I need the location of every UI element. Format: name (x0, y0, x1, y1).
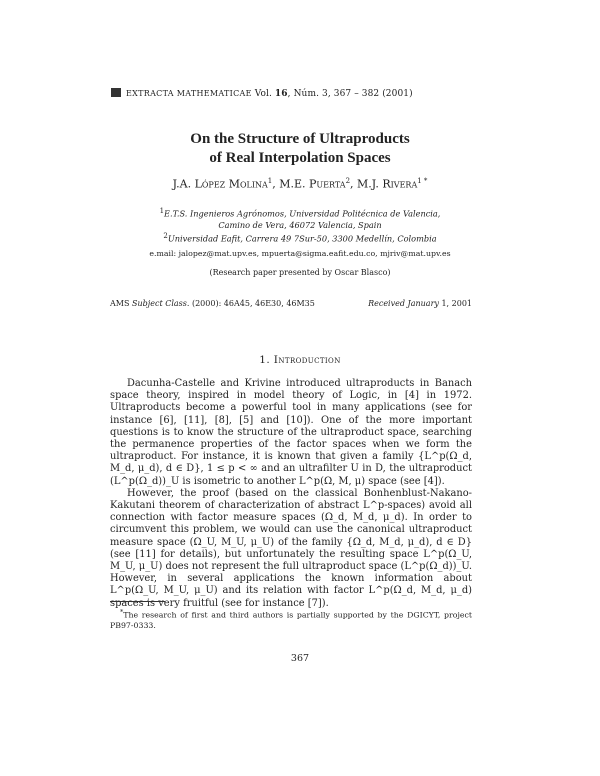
title-line-2: of Real Interpolation Spaces (209, 150, 391, 166)
paper-title (0, 130, 600, 168)
ams-codes: (2000): 46A45, 46E30, 46M35 (189, 299, 315, 308)
author-3: M.J. Rivera (357, 177, 418, 191)
ams-subj-label: Subject Class. (132, 299, 190, 308)
footnote-mark: * (120, 608, 124, 616)
journal-name: EXTRACTA MATHEMATICAE (126, 89, 252, 98)
journal-vol-label: Vol. (251, 89, 275, 99)
author-1-sup: 1 (267, 177, 273, 185)
paragraph-1: Dacunha-Castelle and Krivine introduced ultraproducts in Banach space theory, inspired in model theory of Logic, in [4] in 1972. Ultraproducts become a powerful tool in many applications (see for instance [6], [11], [8], [5] and [10]). One of the more important questions is to know the structure of the ultraproduct space, searching the permanence properties of the factor spaces when we form the ultraproduct. For instance, it is known that given a family {L^p(Ω_d, M_d, μ_d), d ∈ D}, 1 ≤ p < ∞ and an ultrafilter U in D, the ultraproduct (L^p(Ω_d))_U is isometric to another L^p(Ω, M, μ) space (see [4]). (110, 378, 472, 487)
received-label: Received January (368, 299, 439, 308)
author-2: M.E. Puerta (279, 177, 346, 191)
footnote (110, 607, 472, 632)
affiliation-1 (0, 206, 600, 231)
affiliation-1-line-1: E.T.S. Ingenieros Agrónomos, Universidad Politécnica de Valencia, (164, 208, 441, 219)
page-number: 367 (290, 653, 310, 664)
authors: J.A. López Molina$^1$, M.E. Puerta$^2$, M.J. Rivera$^{1 *}$ (172, 177, 428, 191)
section-heading: 1. Introduction (259, 354, 341, 366)
paragraph-2: However, the proof (based on the classical Bonhenblust-Nakano-Kakutani theorem of characterization of abstract L^p-spaces) avoid all connection with factor measure spaces (Ω_d, M_d, μ_d). In order to circumvent this problem, we would can use the canonical ultraproduct measure space (Ω_U, M_U, μ_U) of the family {Ω_d, M_d, μ_d), d ∈ D} (see [11] for details), but unfortunately the resulting space L^p(Ω_U, M_U, μ_U) does not represent the full ultraproduct space (L^p(Ω_d))_U. However, in several applications the known information about L^p(Ω_U, M_U, μ_U) and its relation with factor L^p(Ω_d, M_d, μ_d) spaces is very fruitful (see for instance [7]). (110, 487, 472, 609)
received-date (368, 299, 472, 308)
journal-volume: 16 (274, 89, 288, 99)
affiliation-2 (0, 231, 600, 245)
author-2-sup: 2 (345, 177, 351, 185)
affiliation-1-num: 1 (159, 207, 165, 215)
received-value: 1, 2001 (438, 299, 472, 308)
ams-subject-class (110, 299, 315, 308)
journal-logo-icon (111, 88, 121, 97)
journal-header (111, 88, 413, 99)
author-1: J.A. López Molina (172, 177, 268, 191)
ams-prefix: AMS (110, 299, 132, 308)
title-line-1: On the Structure of Ultraproducts (190, 131, 410, 147)
presented-by: (Research paper presented by Oscar Blasco) (209, 268, 391, 277)
journal-issue: , Núm. 3, 367 – 382 (2001) (287, 89, 413, 99)
affiliation-2-num: 2 (163, 232, 168, 240)
affiliation-1-line-2: Camino de Vera, 46072 Valencia, Spain (218, 219, 382, 230)
affiliation-2-line-1: Universidad Eafit, Carrera 49 7Sur-50, 3300 Medellín, Colombia (167, 233, 437, 244)
body-text (110, 378, 472, 610)
author-3-sup: 1 * (417, 177, 428, 185)
footnote-rule (110, 601, 165, 602)
footnote-text: The research of first and third authors is partially supported by the DGICYT, project PB97-0333. (110, 610, 472, 631)
email-line: e.mail: jalopez@mat.upv.es, mpuerta@sigma.eafit.edu.co, mjriv@mat.upv.es (149, 249, 451, 258)
